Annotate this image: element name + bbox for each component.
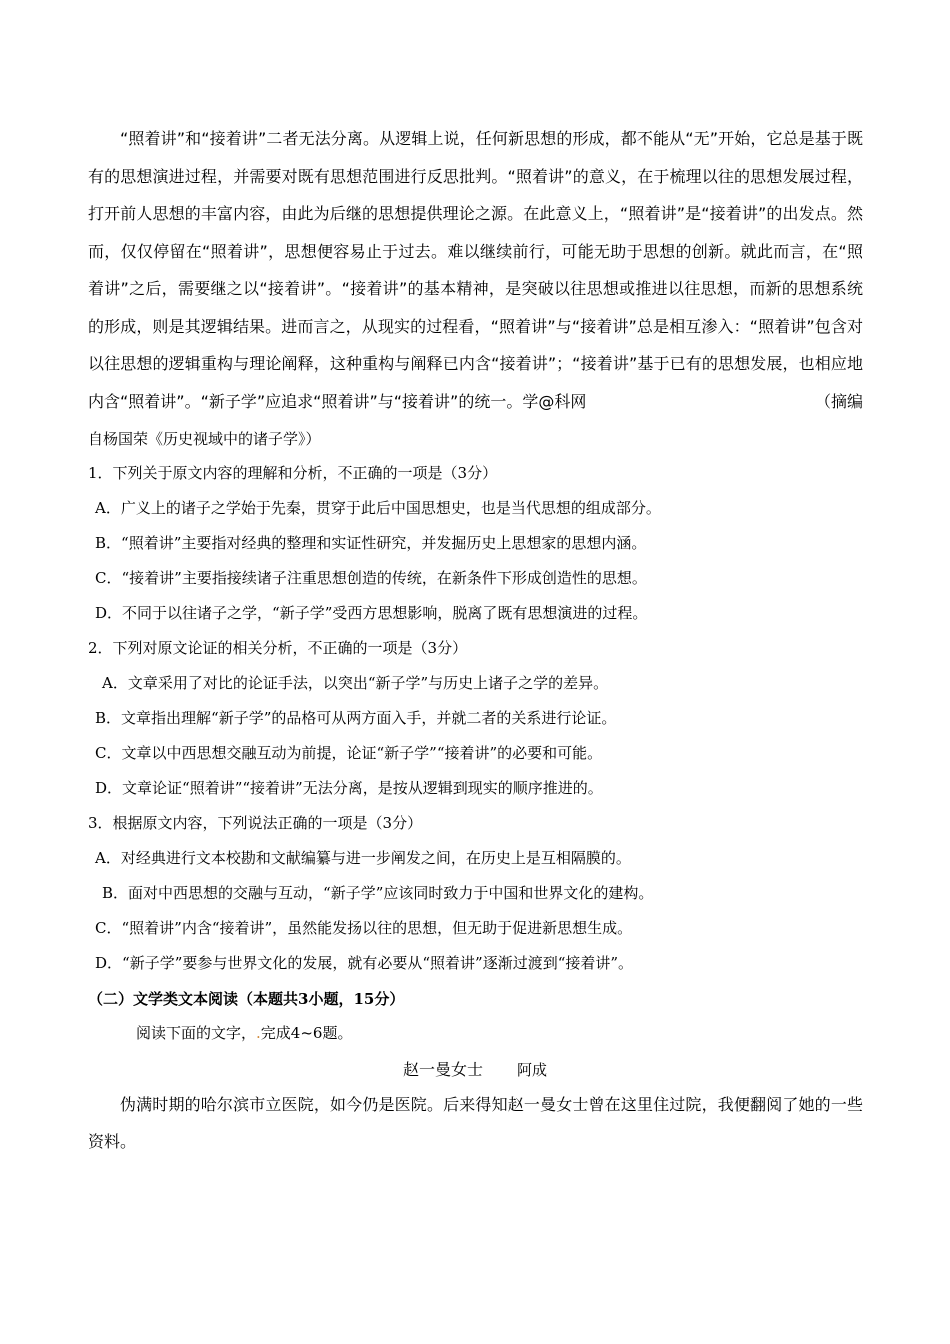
question-3-option-d: D．“新子学”要参与世界文化的发展，就有必要从“照着讲”逐渐过渡到“接着讲”。 [95,954,634,972]
question-1-stem: 1．下列关于原文内容的理解和分析，不正确的一项是（3分） [88,464,498,482]
question-3-option-c: C．“照着讲”内含“接着讲”，虽然能发扬以往的思想，但无助于促进新思想生成。 [95,919,633,937]
question-1-option-a: A．广义上的诸子之学始于先秦，贯穿于此后中国思想史，也是当代思想的组成部分。 [95,499,661,517]
story-paragraph: 伪满时期的哈尔滨市立医院，如今仍是医院。后来得知赵一曼女士曾在这里住过院，我便翻阅了她的一些资料。 [88,1095,863,1151]
question-2-option-c: C．文章以中西思想交融互动为前提，论证“新子学”“接着讲”的必要和可能。 [95,744,603,762]
section-2-instruction [136,1022,352,1043]
question-3-stem: 3．根据原文内容，下列说法正确的一项是（3分） [88,814,423,832]
passage-source-start: （摘编 [814,391,863,411]
passage-source-end: 自杨国荣《历史视域中的诸子学》） [88,430,321,448]
passage-text: “照着讲”和“接着讲”二者无法分离。从逻辑上说，任何新思想的形成，都不能从“无”开始，它总是基于既有的思想演进过程，并需要对既有思想范围进行反思批判。“照着讲”的意义，在于梳理以往的思想发展过程，打开前人思想的丰富内容，由此为后继的思想提供理论之源。在此意义上，“照着讲”是“接着讲”的出发点。然而，仅仅停留在“照着讲”，思想便容易止于过去。难以继续前行，可能无助于思想的创新。就此而言，在“照着讲”之后，需要继之以“接着讲”。“接着讲”的基本精神，是突破以往思想或推进以往思想，而新的思想系统的形成，则是其逻辑结果。进而言之，从现实的过程看，“照着讲”与“接着讲”总是相互渗入：“照着讲”包含对以往思想的逻辑重构与理论阐释，这种重构与阐释已内含“接着讲”；“接着讲”基于已有的思想发展，也相应地内含“照着讲”。“新子学”应追求“照着讲”与“接着讲”的统一。学@科网 [88,129,863,411]
story-author: 阿成 [517,1061,548,1079]
instruction-text-end: 完成4~6题。 [260,1024,353,1042]
passage-paragraph [88,120,863,420]
story-title: 赵一曼女士 [402,1060,483,1079]
question-2-option-a: A．文章采用了对比的论证手法，以突出“新子学”与历史上诸子之学的差异。 [102,674,609,692]
question-2-option-b: B．文章指出理解“新子学”的品格可从两方面入手，并就二者的关系进行论证。 [95,709,617,727]
story-title-line [0,1057,950,1080]
section-2-heading: （二）文学类文本阅读（本题共3小题，15分） [88,990,405,1008]
question-3-option-a: A．对经典进行文本校勘和文献编纂与进一步阐发之间，在历史上是互相隔膜的。 [95,849,631,867]
question-1-option-c: C．“接着讲”主要指接续诸子注重思想创造的传统，在新条件下形成创造性的思想。 [95,569,647,587]
question-1-option-b: B．“照着讲”主要指对经典的整理和实证性研究，并发掘历史上思想家的思想内涵。 [95,534,647,552]
question-2-stem: 2．下列对原文论证的相关分析，不正确的一项是（3分） [88,639,468,657]
instruction-mark: . [256,1024,261,1042]
question-2-option-d: D．文章论证“照着讲”“接着讲”无法分离，是按从逻辑到现实的顺序推进的。 [95,779,603,797]
instruction-text-start: 阅读下面的文字， [136,1024,257,1042]
question-3-option-b: B．面对中西思想的交融与互动，“新子学”应该同时致力于中国和世界文化的建构。 [102,884,654,902]
question-1-option-d: D．不同于以往诸子之学，“新子学”受西方思想影响，脱离了既有思想演进的过程。 [95,604,648,622]
